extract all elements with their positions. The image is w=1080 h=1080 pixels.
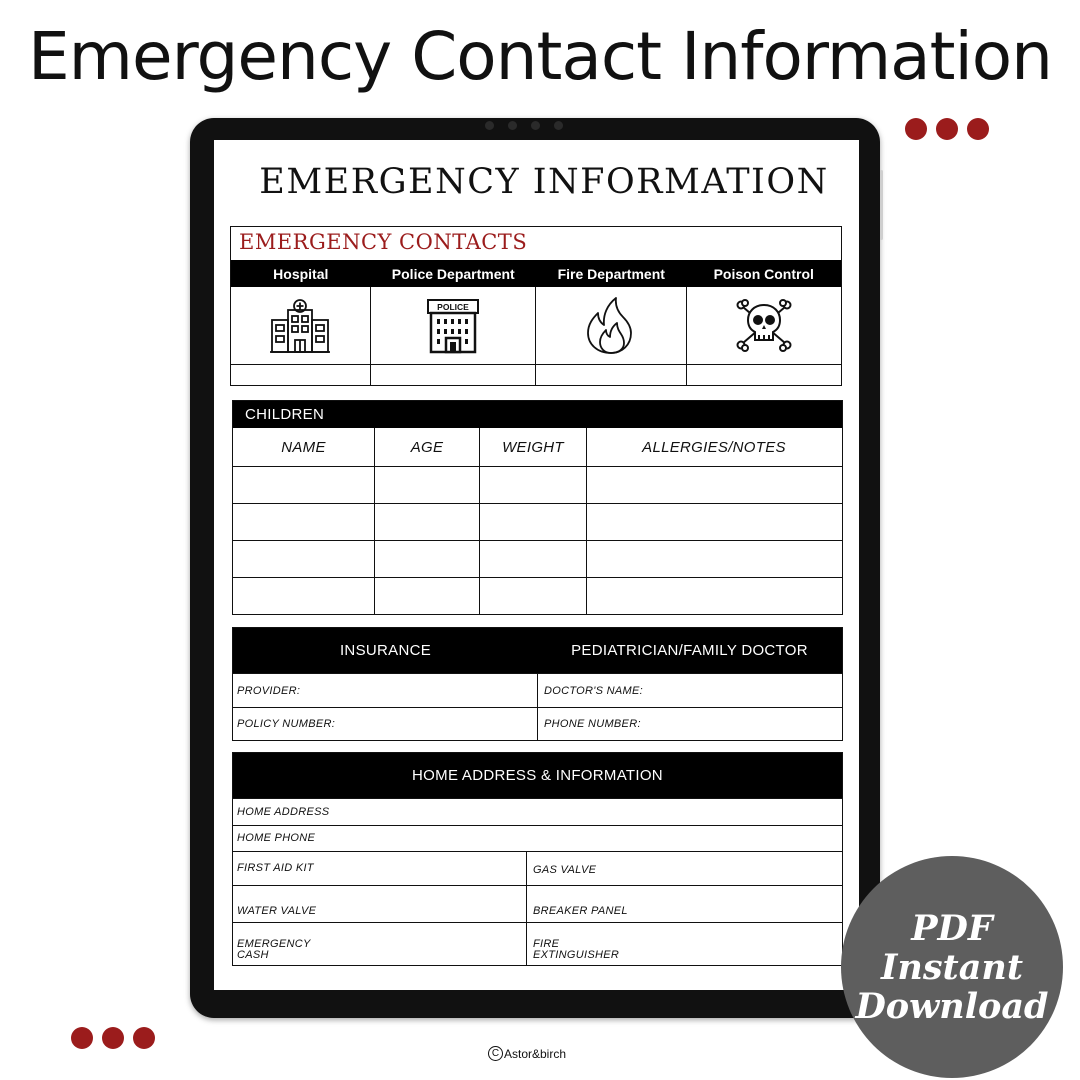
header-weight: WEIGHT — [480, 428, 587, 466]
hospital-number-field[interactable] — [231, 365, 371, 385]
fire-icon — [585, 297, 637, 355]
column-fire: Fire Department — [557, 265, 665, 282]
police-number-field[interactable] — [371, 365, 536, 385]
home-phone-field[interactable]: HOME PHONE — [237, 832, 316, 844]
brand-name: Astor&birch — [504, 1046, 567, 1061]
badge-line-1: PDF — [911, 907, 993, 949]
home-row — [233, 922, 842, 965]
home-row — [233, 825, 842, 851]
child-age-field[interactable] — [375, 578, 480, 614]
home-row — [233, 885, 842, 922]
home-row — [233, 851, 842, 885]
children-section — [232, 400, 843, 615]
header-age: AGE — [375, 428, 480, 466]
child-name-field[interactable] — [233, 541, 375, 577]
insurance-doctor-section — [232, 627, 843, 741]
fire-extinguisher-label-2: EXTINGUISHER — [533, 949, 620, 961]
pdf-download-badge — [841, 856, 1063, 1078]
child-age-field[interactable] — [375, 504, 480, 540]
emergency-contacts-blank-row — [231, 365, 841, 385]
dot — [967, 118, 989, 140]
child-notes-field[interactable] — [587, 578, 841, 614]
header-name: NAME — [233, 428, 375, 466]
first-aid-kit-field[interactable]: FIRST AID KIT — [233, 852, 527, 885]
home-address-field[interactable]: HOME ADDRESS — [237, 805, 330, 818]
badge-line-2: Instant — [881, 946, 1023, 988]
child-weight-field[interactable] — [480, 541, 587, 577]
insurance-title: INSURANCE — [339, 642, 432, 659]
badge-line-3: Download — [855, 985, 1049, 1027]
header-allergies-notes: ALLERGIES/NOTES — [642, 438, 786, 456]
tablet-side-button — [880, 170, 883, 240]
child-name-field[interactable] — [233, 578, 375, 614]
child-name-field[interactable] — [233, 504, 375, 540]
banner-title: Emergency Contact Information — [27, 18, 1053, 95]
policy-number-field[interactable]: POLICY NUMBER: — [233, 708, 538, 740]
emergency-cash-label-2: CASH — [237, 949, 269, 961]
child-notes-field[interactable] — [587, 541, 841, 577]
insurance-doctor-row — [233, 707, 842, 740]
dot — [133, 1027, 155, 1049]
emergency-cash-field[interactable] — [233, 923, 527, 965]
emergency-cash-label-1: EMERGENCY — [237, 938, 311, 950]
column-police: Police Department — [391, 265, 515, 282]
child-weight-field[interactable] — [480, 578, 587, 614]
home-info-title: HOME ADDRESS & INFORMATION — [233, 753, 842, 798]
emergency-contacts-icons — [231, 287, 841, 365]
fire-cell — [536, 287, 687, 364]
emergency-contacts-title: EMERGENCY CONTACTS — [239, 230, 528, 254]
table-row — [233, 540, 842, 577]
table-row — [233, 466, 842, 503]
provider-field[interactable]: PROVIDER: — [233, 674, 538, 707]
doctor-title: PEDIATRICIAN/FAMILY DOCTOR — [571, 642, 808, 659]
column-poison: Poison Control — [713, 265, 814, 282]
fire-extinguisher-label-1: FIRE — [533, 938, 560, 950]
children-header-row — [233, 428, 842, 466]
home-row — [233, 798, 842, 825]
fire-number-field[interactable] — [536, 365, 687, 385]
insurance-doctor-header — [233, 628, 842, 673]
children-title: CHILDREN — [233, 401, 842, 428]
hospital-cell — [231, 287, 371, 364]
decorative-dots-top — [905, 118, 989, 140]
fire-extinguisher-field[interactable] — [527, 923, 841, 965]
child-age-field[interactable] — [375, 541, 480, 577]
child-weight-field[interactable] — [480, 467, 587, 503]
water-valve-field[interactable]: WATER VALVE — [233, 886, 527, 922]
police-cell — [371, 287, 536, 364]
child-notes-field[interactable] — [587, 467, 841, 503]
gas-valve-field[interactable]: GAS VALVE — [533, 864, 597, 876]
document-title: EMERGENCY INFORMATION — [259, 162, 829, 202]
hospital-icon — [269, 298, 331, 354]
breaker-panel-field[interactable]: BREAKER PANEL — [533, 904, 628, 917]
doctor-name-field[interactable]: DOCTOR'S NAME: — [544, 684, 643, 697]
table-row — [233, 503, 842, 540]
column-hospital: Hospital — [273, 265, 329, 282]
child-age-field[interactable] — [375, 467, 480, 503]
dot — [936, 118, 958, 140]
dot — [71, 1027, 93, 1049]
dot — [905, 118, 927, 140]
skull-crossbones-icon — [736, 299, 792, 353]
emergency-contacts-header — [231, 260, 841, 287]
decorative-dots-bottom — [71, 1027, 155, 1049]
child-name-field[interactable] — [233, 467, 375, 503]
copyright-notice — [488, 1046, 566, 1061]
emergency-contacts-section — [230, 226, 842, 386]
doctor-phone-field[interactable]: PHONE NUMBER: — [544, 718, 641, 730]
police-sign-text: POLICE — [436, 301, 469, 312]
poison-number-field[interactable] — [687, 365, 841, 385]
home-info-section — [232, 752, 843, 966]
table-row — [233, 577, 842, 614]
tablet-camera — [485, 121, 563, 130]
child-notes-field[interactable] — [587, 504, 841, 540]
child-weight-field[interactable] — [480, 504, 587, 540]
dot — [102, 1027, 124, 1049]
copyright-icon: C — [488, 1046, 503, 1061]
poison-cell — [687, 287, 841, 364]
insurance-doctor-row — [233, 673, 842, 707]
police-station-icon — [426, 298, 480, 354]
document-page — [214, 140, 859, 990]
